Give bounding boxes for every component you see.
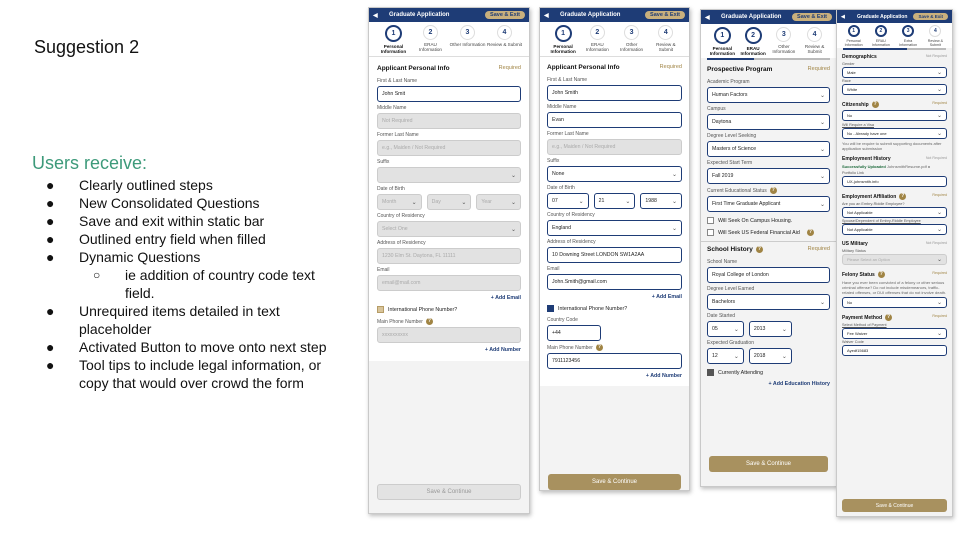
military-select[interactable]: Please Select an Option ⌄ xyxy=(842,254,947,265)
help-icon[interactable]: ? xyxy=(597,344,601,350)
day-select[interactable]: Day ⌄ xyxy=(427,194,472,210)
chevron-down-icon: ⌄ xyxy=(819,146,825,153)
day-select[interactable]: 21 ⌄ xyxy=(594,193,636,209)
required-tag: Required xyxy=(659,64,682,70)
field-label: Email xyxy=(377,267,390,273)
field-label: Address of Residency xyxy=(547,239,596,245)
section-title: Payment Method xyxy=(842,314,883,321)
app-title: Graduate Application xyxy=(560,12,621,18)
step-3[interactable]: 3 Other Information xyxy=(449,25,486,54)
bullet: ● Unrequired items detailed in text placeholder xyxy=(46,303,280,337)
race-select[interactable]: White ⌄ xyxy=(842,84,947,95)
payment-select[interactable]: Fee Waiver ⌄ xyxy=(842,328,947,339)
felony-select[interactable]: No ⌄ xyxy=(842,297,947,308)
step-indicator xyxy=(369,22,529,56)
field-label: Date Started xyxy=(707,313,736,320)
form-card: Demographics Not Required Gender Male ⌄ Race White ⌄ Citizenship ? Required No ⌄ Will Require a Visa No - Already have one ⌄ You will be require to submit supporting documents after application submission Employment History Not Required Successfully Uploaded JohnsmithResume.pdf x Portfolio Link UX-johnsmith.info Employment Affiliation ? Required Are you an Embry-Riddle Employee? Not Applicable ⌄ Spouse/Dependent of Embry-Riddle Employee Not Applicable ⌄ US Military Not Required Military Status Please Select an Option ⌄ Felony Status ? Required Have you ever been convicted of a felony or other serious criminal offense? Do not include misdemeanors, traffic-related offenses, or DUI offenses that do not involve death. No ⌄ Payment Method ? Required Select Method of Payment Fee Waiver ⌄ Waiver Code Ayedf15683 xyxy=(837,50,952,357)
section-title: US Military xyxy=(842,241,868,247)
field-label: Expected Start Term xyxy=(707,160,753,166)
app-header xyxy=(369,8,529,22)
chevron-down-icon: ⌄ xyxy=(936,300,942,306)
middle-name-input[interactable]: Evan xyxy=(547,112,682,128)
chevron-down-icon: ⌄ xyxy=(625,198,631,205)
chevron-down-icon: ⌄ xyxy=(936,113,942,119)
chevron-down-icon: ⌄ xyxy=(733,353,739,360)
chevron-down-icon: ⌄ xyxy=(936,131,942,137)
add-number-link[interactable]: + Add Number xyxy=(645,373,682,379)
slide-subhead: Users receive: xyxy=(32,153,148,173)
bullet: ● Activated Button to move onto next step xyxy=(46,339,327,355)
save-continue-button[interactable]: Save & Continue xyxy=(377,484,521,500)
chevron-down-icon: ⌄ xyxy=(819,201,825,208)
chevron-down-icon: ⌄ xyxy=(671,171,677,178)
gender-select[interactable]: Male ⌄ xyxy=(842,67,947,78)
bullet: ● Tool tips to include legal information, or copy that would over crowd the form xyxy=(46,357,322,391)
field-label: Suffix xyxy=(547,158,560,164)
help-icon[interactable]: ? xyxy=(808,229,812,235)
program-select[interactable]: Human Factors ⌄ xyxy=(707,87,830,103)
save-continue-button[interactable]: Save & Continue xyxy=(842,499,947,512)
intl-phone-checkbox[interactable]: International Phone Number? xyxy=(547,305,682,312)
field-label: Country of Residency xyxy=(377,213,425,219)
portfolio-input[interactable]: UX-johnsmith.info xyxy=(842,176,947,187)
field-label: Degree Level Earned xyxy=(707,286,755,293)
mockup-screen-4 xyxy=(836,9,953,517)
required-tag: Required xyxy=(807,246,830,252)
field-label: Date of Birth xyxy=(547,185,575,191)
uploaded-file: JohnsmithResume.pdf xyxy=(886,164,927,169)
step-indicator xyxy=(701,24,836,58)
month-select[interactable]: 07 ⌄ xyxy=(547,193,589,209)
school-input[interactable]: Royal College of London xyxy=(707,267,830,283)
bullet: ● Dynamic Questions xyxy=(46,249,201,265)
edu-status-select[interactable]: First Time Graduate Applicant ⌄ xyxy=(707,196,830,212)
step-2[interactable]: 2 ERAU Information xyxy=(867,25,894,47)
field-label: First & Last Name xyxy=(547,77,588,83)
field-label: Former Last Name xyxy=(547,131,589,137)
chevron-down-icon: ⌄ xyxy=(936,70,942,76)
field-label: Email xyxy=(547,266,560,272)
help-icon[interactable]: ? xyxy=(886,314,891,320)
chevron-down-icon: ⌄ xyxy=(936,210,942,216)
app-header xyxy=(540,8,689,22)
waiver-input[interactable]: Ayedf15683 xyxy=(842,345,947,356)
step-2[interactable]: 2 ERAU Information xyxy=(412,25,449,54)
email-input[interactable]: John.Smith@gmail.com xyxy=(547,274,682,290)
address-input[interactable]: 1230 Elm St. Daytona, FL 11111 xyxy=(377,248,521,264)
chevron-down-icon: ⌄ xyxy=(578,198,584,205)
chevron-down-icon: ⌄ xyxy=(936,227,942,233)
save-exit-button[interactable]: Save & Exit xyxy=(645,11,685,19)
housing-checkbox[interactable]: Will Seek On Campus Housing. xyxy=(707,217,830,224)
back-icon[interactable]: ◀ xyxy=(705,14,710,21)
required-tag: Required xyxy=(498,65,521,71)
field-label: Degree Level Seeking xyxy=(707,133,757,139)
address-input[interactable]: 10 Downing Street LONDON SW1A2AA xyxy=(547,247,682,263)
aid-checkbox[interactable]: Will Seek US Federal Financial Aid ? xyxy=(707,229,830,236)
app-title: Graduate Application xyxy=(857,13,908,20)
section-title: Demographics xyxy=(842,54,877,60)
add-education-link[interactable]: + Add Education History xyxy=(768,381,830,388)
field-label: Middle Name xyxy=(547,104,577,110)
save-exit-button[interactable]: Save & Exit xyxy=(485,11,525,19)
field-label: Main Phone Number xyxy=(547,344,593,351)
degree-select[interactable]: Masters of Science ⌄ xyxy=(707,141,830,157)
section-title: Prospective Program xyxy=(707,66,773,73)
name-input[interactable]: John Smith xyxy=(547,85,682,101)
phone-input[interactable]: xxxxxxxxxx xyxy=(377,327,521,343)
app-header xyxy=(701,10,836,24)
former-name-input[interactable]: e.g., Maiden / Not Required xyxy=(377,140,521,156)
mockup-screen-1 xyxy=(368,7,530,514)
spouse-select[interactable]: Not Applicable ⌄ xyxy=(842,224,947,235)
field-label: Expected Graduation xyxy=(707,340,754,347)
year-select[interactable]: 1988 ⌄ xyxy=(640,193,682,209)
chevron-down-icon: ⌄ xyxy=(781,353,787,360)
field-label: Country Code xyxy=(547,317,578,323)
field-label: Middle Name xyxy=(377,105,407,111)
mockup-screen-3 xyxy=(700,9,837,487)
phone-input[interactable]: 7911123456 xyxy=(547,353,682,369)
step-1[interactable]: 1 Personal Information xyxy=(546,25,580,54)
chevron-down-icon: ⌄ xyxy=(819,92,825,99)
step-3[interactable]: 3 Extra Information xyxy=(895,25,922,47)
section-title: Applicant Personal Info xyxy=(377,65,450,72)
field-label: Former Last Name xyxy=(377,132,419,138)
chevron-down-icon: ⌄ xyxy=(411,199,417,206)
chevron-down-icon: ⌄ xyxy=(461,199,467,206)
app-header xyxy=(837,10,952,23)
step-4[interactable]: 4 Review & Submit xyxy=(486,25,523,54)
bullet: ● Clearly outlined steps xyxy=(46,177,213,193)
help-icon[interactable]: ? xyxy=(757,246,761,252)
field-label: First & Last Name xyxy=(377,78,418,84)
section-title: Citizenship xyxy=(842,101,869,108)
start-month-select[interactable]: 05 ⌄ xyxy=(707,321,744,337)
section-title: School History xyxy=(707,246,753,254)
field-label: Suffix xyxy=(377,159,390,165)
degree-earned-select[interactable]: Bachelors ⌄ xyxy=(707,294,830,310)
chevron-down-icon: ⌄ xyxy=(671,198,678,205)
chevron-down-icon: ⌄ xyxy=(936,87,942,93)
back-icon[interactable]: ◀ xyxy=(544,12,549,19)
attending-checkbox[interactable]: Currently Attending xyxy=(707,369,830,376)
chevron-down-icon: ⌄ xyxy=(819,119,825,126)
year-select[interactable]: Year ⌄ xyxy=(476,194,521,210)
form-card xyxy=(701,60,836,393)
affiliation-select[interactable]: Not Applicable ⌄ xyxy=(842,207,947,218)
step-3[interactable]: 3 Other Information xyxy=(615,25,649,54)
chevron-down-icon: ⌄ xyxy=(510,226,516,233)
intl-phone-checkbox[interactable]: International Phone Number? xyxy=(377,306,521,313)
section-title: Applicant Personal Info xyxy=(547,64,620,71)
month-select[interactable]: Month ⌄ xyxy=(377,194,422,210)
help-icon[interactable]: ? xyxy=(873,101,877,107)
step-1[interactable]: 1 Personal Information xyxy=(375,25,412,54)
progress-bar xyxy=(707,58,830,60)
section-title: Felony Status xyxy=(842,271,875,278)
chevron-down-icon: ⌄ xyxy=(819,173,825,180)
name-input[interactable]: John Smit xyxy=(377,86,521,102)
save-exit-button[interactable]: Save & Exit xyxy=(913,13,948,20)
help-icon[interactable]: ? xyxy=(427,318,431,324)
add-number-link[interactable]: + Add Number xyxy=(484,347,521,353)
step-2[interactable]: 2 ERAU Information xyxy=(738,27,769,56)
field-label: Campus xyxy=(707,106,726,112)
chevron-down-icon: ⌄ xyxy=(671,225,677,232)
save-exit-button[interactable]: Save & Exit xyxy=(792,13,832,21)
mockup-screen-2 xyxy=(539,7,690,491)
chevron-down-icon: ⌄ xyxy=(936,257,942,263)
chevron-down-icon: ⌄ xyxy=(733,326,739,333)
field-label: Date of Birth xyxy=(377,186,405,192)
chevron-down-icon: ⌄ xyxy=(936,331,942,337)
country-select[interactable]: Select One ⌄ xyxy=(377,221,521,237)
visa-select[interactable]: No - Already have one ⌄ xyxy=(842,128,947,139)
step-3[interactable]: 3 Other Information xyxy=(769,27,800,56)
citizenship-select[interactable]: No ⌄ xyxy=(842,110,947,121)
step-indicator xyxy=(540,22,689,56)
field-label: School Name xyxy=(707,259,738,266)
progress-bar xyxy=(843,48,946,50)
chevron-down-icon: ⌄ xyxy=(781,326,787,333)
help-icon[interactable]: ? xyxy=(771,187,775,193)
field-label: Academic Program xyxy=(707,79,750,85)
section-title: Employment History xyxy=(842,156,891,162)
field-label: Country of Residency xyxy=(547,212,595,218)
remove-file-icon[interactable]: x xyxy=(927,164,931,169)
suffix-select[interactable] xyxy=(377,167,521,183)
step-indicator xyxy=(837,23,952,48)
bullet: ● Save and exit within static bar xyxy=(46,213,265,229)
start-term-select[interactable]: Fall 2019 ⌄ xyxy=(707,168,830,184)
middle-name-input[interactable]: Not Required xyxy=(377,113,521,129)
step-1[interactable]: 1 Personal Information xyxy=(707,27,738,56)
sub-bullet: ○ ie addition of country code text field. xyxy=(93,267,315,301)
country-code-input[interactable]: +44 xyxy=(547,325,601,341)
help-icon[interactable]: ? xyxy=(879,271,883,277)
chevron-down-icon: ⌄ xyxy=(819,299,825,306)
back-icon[interactable]: ◀ xyxy=(373,12,378,19)
step-4[interactable]: 4 Review & Submit xyxy=(799,27,830,56)
step-2[interactable]: 2 ERAU Information xyxy=(580,25,614,54)
bullet: ● Outlined entry field when filled xyxy=(46,231,266,247)
form-card xyxy=(540,56,689,386)
required-tag: Required xyxy=(807,66,830,72)
campus-select[interactable]: Daytona ⌄ xyxy=(707,114,830,130)
bullet: ● New Consolidated Questions xyxy=(46,195,260,211)
help-icon[interactable]: ? xyxy=(901,193,905,199)
field-label: Main Phone Number xyxy=(377,318,423,325)
save-continue-button[interactable]: Save & Continue xyxy=(709,456,828,472)
former-name-input[interactable]: e.g., Maiden / Not Required xyxy=(547,139,682,155)
back-icon[interactable]: ◀ xyxy=(841,13,845,20)
form-card xyxy=(369,56,529,361)
suffix-select[interactable]: None ⌄ xyxy=(547,166,682,182)
app-title: Graduate Application xyxy=(389,12,450,18)
slide-title: Suggestion 2 xyxy=(34,37,140,57)
field-label: Address of Residency xyxy=(377,240,426,246)
start-year-select[interactable]: 2013 ⌄ xyxy=(749,321,792,337)
step-4[interactable]: 4 Review & Submit xyxy=(922,25,949,47)
grad-month-select[interactable]: 12 ⌄ xyxy=(707,348,744,364)
save-continue-button[interactable]: Save & Continue xyxy=(548,474,681,490)
add-email-link[interactable]: + Add Email xyxy=(651,294,682,300)
step-4[interactable]: 4 Review & Submit xyxy=(649,25,683,54)
grad-year-select[interactable]: 2018 ⌄ xyxy=(749,348,792,364)
bullet-list xyxy=(46,176,346,392)
chevron-down-icon: ⌄ xyxy=(510,172,516,179)
step-1[interactable]: 1 Personal Information xyxy=(840,25,867,47)
add-email-link[interactable]: + Add Email xyxy=(490,295,521,301)
app-title: Graduate Application xyxy=(721,14,782,20)
section-title: Employment Affiliation xyxy=(842,193,897,200)
email-input[interactable]: email@mail.com xyxy=(377,275,521,291)
field-label: Current Educational Status xyxy=(707,187,767,194)
country-select[interactable]: England ⌄ xyxy=(547,220,682,236)
chevron-down-icon: ⌄ xyxy=(510,199,517,206)
